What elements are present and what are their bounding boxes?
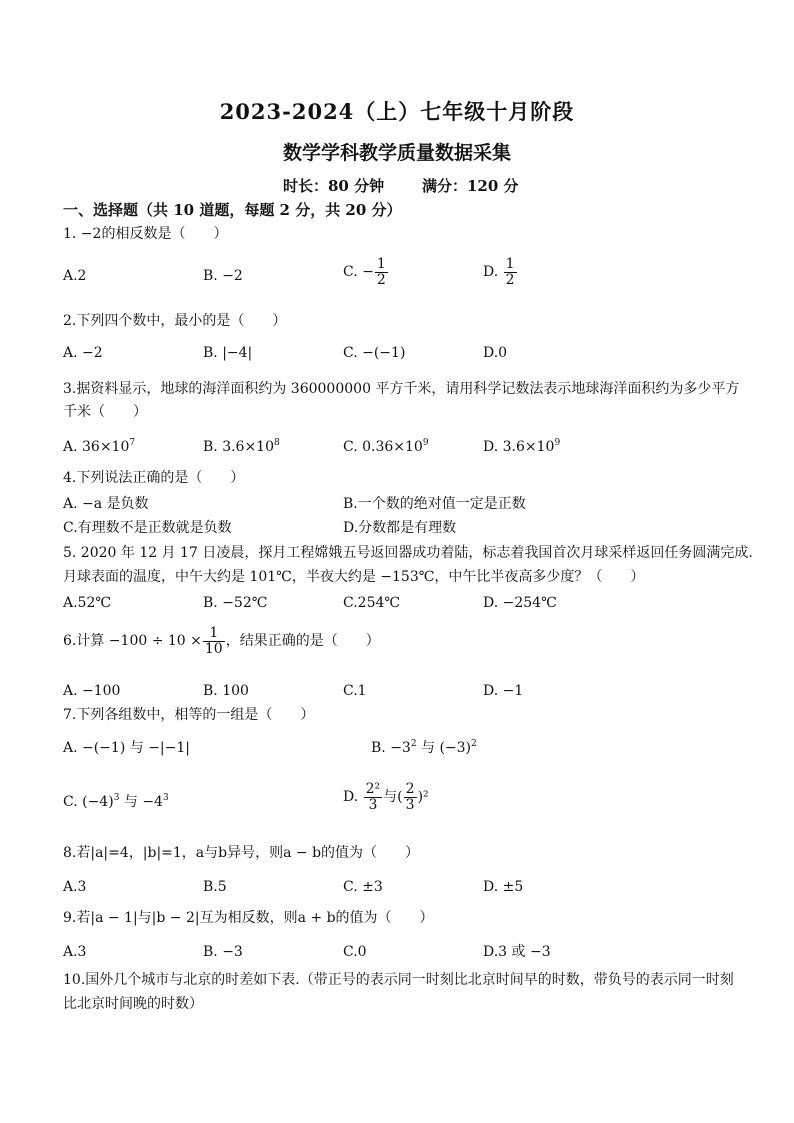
question-6-stem: 6.计算 −100 ÷ 10 × $\frac{1}{10}$ ，结果正确的是（ ） [63, 625, 380, 657]
question-9-stem: 9.若|a − 1|与|b − 2|互为相反数，则a + b的值为（ ） [63, 910, 434, 926]
question-4-option-c: C.有理数不是正数就是负数 [63, 520, 232, 536]
question-8-option-d: D. ±5 [483, 879, 524, 895]
question-4-option-a: A. −a 是负数 [63, 496, 149, 512]
question-6-option-b: B. 100 [203, 683, 249, 699]
question-8-stem: 8.若|a|=4，|b|=1，a与b异号，则a − b的值为（ ） [63, 845, 420, 861]
question-5-stem-line2: 月球表面的温度，中午大约是 101℃，半夜大约是 −153℃，中午比半夜高多少度？（ ） [63, 569, 645, 585]
question-8-option-a: A.3 [63, 879, 87, 895]
question-3-option-b: B. $3.6\times 10^8$ [203, 438, 280, 455]
question-6-option-d: D. −1 [483, 683, 524, 699]
question-5-option-a: A.52℃ [63, 595, 112, 611]
question-5-option-c: C.254℃ [343, 595, 401, 611]
question-7-option-b: B. $-3^2$ 与 $(-3)^2$ [371, 739, 477, 756]
question-7-stem: 7.下列各组数中，相等的一组是（ ） [63, 707, 315, 723]
question-6-option-c: C.1 [343, 683, 367, 699]
exam-subtitle: 数学学科教学质量数据采集 [282, 142, 511, 164]
question-5-option-d: D. −254℃ [483, 595, 557, 611]
section-title: 一、选择题（共 10 道题，每题 2 分，共 20 分） [63, 201, 402, 219]
question-8-option-b: B.5 [203, 879, 227, 895]
exam-title: 2023-2024（上）七年级十月阶段 [219, 99, 575, 124]
question-1-option-d: D. $\frac{1}{2}$ [483, 256, 515, 288]
question-3-stem-line1: 3.据资料显示，地球的海洋面积约为 360000000 平方千米，请用科学记数法表示地球海洋面积约为多少平方 [63, 381, 740, 397]
question-3-stem-line2: 千米（ ） [63, 404, 147, 420]
question-1-stem: 1. −2的相反数是（ ） [63, 226, 228, 242]
question-2-option-b: B. |−4| [203, 345, 253, 361]
question-7-option-a: A. −(−1) 与 −|−1| [63, 740, 191, 756]
question-2-option-c: C. −(−1) [343, 345, 406, 361]
exam-full-score: 满分：120 分 [422, 177, 519, 195]
question-5-stem-line1: 5. 2020 年 12 月 17 日凌晨，探月工程嫦娥五号返回器成功着陆，标志着我国首次月球采样返回任务圆满完成. [63, 545, 753, 561]
question-3-option-a: A. $36\times 10^7$ [63, 438, 136, 455]
question-5-option-b: B. −52℃ [203, 595, 268, 611]
question-2-stem: 2.下列四个数中，最小的是（ ） [63, 313, 287, 329]
question-10-stem-line1: 10.国外几个城市与北京的时差如下表.（带正号的表示同一时刻比北京时间早的时数，带负号的表示同一时刻 [63, 972, 734, 988]
question-9-option-a: A.3 [63, 944, 87, 960]
question-9-option-b: B. −3 [203, 944, 243, 960]
question-3-option-c: C. $0.36\times 10^9$ [343, 438, 429, 455]
question-1-option-c: C. − $\frac{1}{2}$ [343, 256, 386, 288]
question-4-option-d: D.分数都是有理数 [343, 520, 457, 536]
question-3-option-d: D. $3.6\times 10^9$ [483, 438, 561, 455]
exam-duration: 时长：80 分钟 [283, 177, 385, 195]
question-4-option-b: B.一个数的绝对值一定是正数 [343, 496, 526, 512]
question-7-option-d: D. $\frac{\text{2²}}{3}$ 与( $\frac{2}{3}$ )² [343, 781, 429, 813]
question-7-option-c: C. $(-4)^3$ 与 $-4^3$ [63, 793, 169, 810]
question-2-option-d: D.0 [483, 345, 508, 361]
question-1-option-a: A.2 [63, 268, 87, 284]
question-1-option-b: B. −2 [203, 268, 243, 284]
question-8-option-c: C. ±3 [343, 879, 383, 895]
question-9-option-d: D.3 或 −3 [483, 944, 551, 960]
question-2-option-a: A. −2 [63, 345, 103, 361]
question-4-stem: 4.下列说法正确的是（ ） [63, 470, 245, 486]
question-6-option-a: A. −100 [63, 683, 121, 699]
question-9-option-c: C.0 [343, 944, 367, 960]
question-10-stem-line2: 比北京时间晚的时数） [63, 996, 203, 1012]
